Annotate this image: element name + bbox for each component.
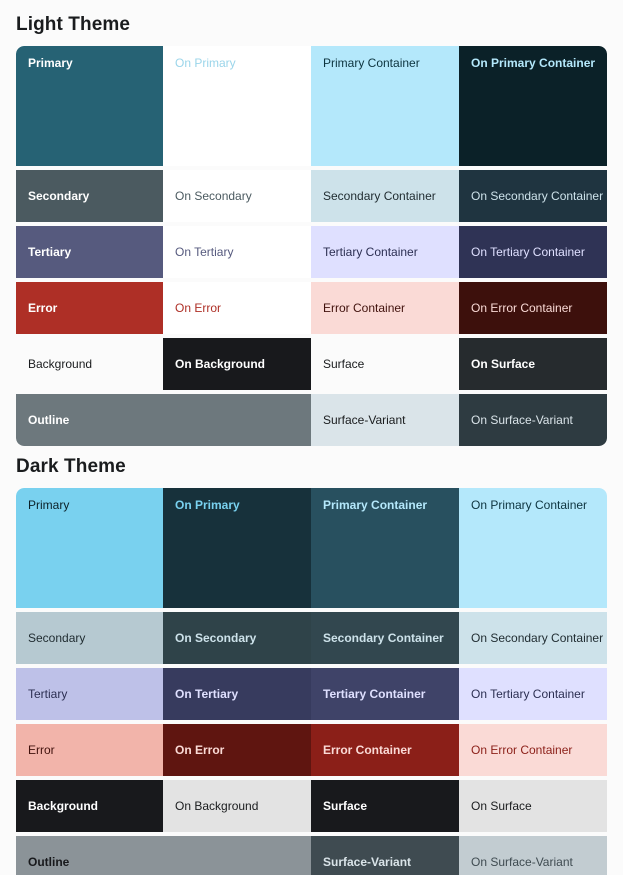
palette-row — [16, 282, 607, 334]
color-swatch — [16, 46, 163, 166]
color-swatch — [459, 394, 607, 446]
color-swatch — [163, 226, 311, 278]
color-swatch-label: Secondary — [28, 189, 90, 203]
color-swatch — [163, 724, 311, 776]
color-swatch-label: Surface — [323, 799, 368, 813]
color-swatch — [163, 338, 311, 390]
color-swatch-label: Tertiary Container — [323, 245, 418, 259]
color-swatch — [16, 612, 163, 664]
palette-row — [16, 780, 607, 832]
color-swatch-label: On Secondary — [175, 189, 252, 203]
color-swatch-label: On Surface — [471, 799, 532, 813]
color-swatch — [163, 282, 311, 334]
palette-row — [16, 338, 607, 390]
color-swatch — [459, 724, 607, 776]
color-swatch — [16, 780, 163, 832]
color-swatch-label: On Primary Container — [471, 56, 596, 70]
color-swatch — [311, 282, 459, 334]
color-swatch-label: On Secondary — [175, 631, 257, 645]
palette-row — [16, 394, 607, 446]
color-swatch — [311, 46, 459, 166]
color-swatch — [163, 780, 311, 832]
color-swatch — [311, 338, 459, 390]
color-swatch — [311, 724, 459, 776]
color-swatch — [459, 170, 607, 222]
color-swatch — [163, 488, 311, 608]
color-swatch-label: On Error Container — [471, 743, 573, 757]
color-swatch-label: On Surface-Variant — [471, 413, 573, 427]
color-swatch-label: Secondary Container — [323, 631, 444, 645]
color-swatch — [16, 488, 163, 608]
palette-row — [16, 668, 607, 720]
color-swatch-label: On Tertiary Container — [471, 245, 585, 259]
palette-rows — [16, 46, 607, 446]
color-swatch-label: Error — [28, 743, 55, 757]
color-swatch — [459, 836, 607, 875]
color-swatch — [16, 170, 163, 222]
palette-row — [16, 836, 607, 875]
color-swatch-label: On Tertiary — [175, 687, 239, 701]
color-swatch — [16, 836, 311, 875]
color-swatch-label: Surface-Variant — [323, 413, 406, 427]
color-swatch-label: On Secondary Container — [471, 189, 604, 203]
color-swatch-label: Surface-Variant — [323, 855, 412, 869]
color-swatch-label: Outline — [28, 413, 70, 427]
color-swatch-label: Primary — [28, 56, 73, 70]
color-swatch-label: Primary — [28, 498, 70, 512]
color-swatch-label: On Secondary Container — [471, 631, 604, 645]
color-swatch — [16, 668, 163, 720]
color-swatch — [459, 780, 607, 832]
section-title: Dark Theme — [16, 456, 126, 477]
color-swatch — [459, 46, 607, 166]
color-swatch-label: Surface — [323, 357, 365, 371]
color-swatch-label: On Surface-Variant — [471, 855, 573, 869]
color-swatch-label: Error Container — [323, 743, 412, 757]
section-title: Light Theme — [16, 14, 131, 35]
color-swatch — [16, 226, 163, 278]
color-swatch — [311, 668, 459, 720]
color-swatch-label: Background — [28, 799, 99, 813]
palette-row — [16, 612, 607, 664]
color-swatch-label: On Primary — [175, 498, 240, 512]
color-swatch-label: On Tertiary — [175, 245, 234, 259]
color-swatch — [311, 226, 459, 278]
color-palette — [16, 488, 607, 875]
color-swatch-label: On Tertiary Container — [471, 687, 585, 701]
color-swatch — [163, 170, 311, 222]
color-palette — [16, 46, 607, 446]
color-swatch — [16, 724, 163, 776]
color-swatch-label: Outline — [28, 855, 70, 869]
color-swatch-label: On Error — [175, 743, 225, 757]
color-swatch — [459, 282, 607, 334]
color-swatch-label: Error — [28, 301, 58, 315]
color-swatch-label: Primary Container — [323, 498, 428, 512]
color-swatch — [311, 170, 459, 222]
color-swatch-label: On Primary — [175, 56, 236, 70]
palette-row — [16, 488, 607, 608]
palette-rows — [16, 488, 607, 875]
color-swatch — [311, 836, 459, 875]
color-swatch — [459, 488, 607, 608]
color-swatch — [163, 46, 311, 166]
palette-row — [16, 46, 607, 166]
color-swatch-label: Tertiary — [28, 245, 72, 259]
color-swatch — [16, 394, 311, 446]
color-swatch — [459, 338, 607, 390]
color-swatch-label: On Background — [175, 799, 259, 813]
color-swatch — [16, 282, 163, 334]
color-swatch-label: Background — [28, 357, 93, 371]
color-swatch — [311, 612, 459, 664]
color-swatch-label: Tertiary Container — [323, 687, 426, 701]
palette-row — [16, 724, 607, 776]
color-swatch-label: Error Container — [323, 301, 406, 315]
color-swatch-label: Secondary Container — [323, 189, 436, 203]
color-swatch-label: On Primary Container — [471, 498, 588, 512]
color-swatch-label: Secondary — [28, 631, 86, 645]
color-swatch — [311, 488, 459, 608]
color-swatch-label: Tertiary — [28, 687, 68, 701]
color-swatch — [16, 338, 163, 390]
sections-container — [16, 14, 607, 875]
color-swatch-label: On Error — [175, 301, 222, 315]
palette-row — [16, 170, 607, 222]
color-swatch-label: On Surface — [471, 357, 536, 371]
color-swatch — [163, 612, 311, 664]
color-swatch — [459, 226, 607, 278]
color-swatch-label: Primary Container — [323, 56, 420, 70]
color-swatch-label: On Background — [175, 357, 266, 371]
color-swatch — [459, 668, 607, 720]
palette-row — [16, 226, 607, 278]
color-swatch — [311, 780, 459, 832]
color-swatch — [311, 394, 459, 446]
color-swatch-label: On Error Container — [471, 301, 573, 315]
color-swatch — [459, 612, 607, 664]
color-swatch — [163, 668, 311, 720]
